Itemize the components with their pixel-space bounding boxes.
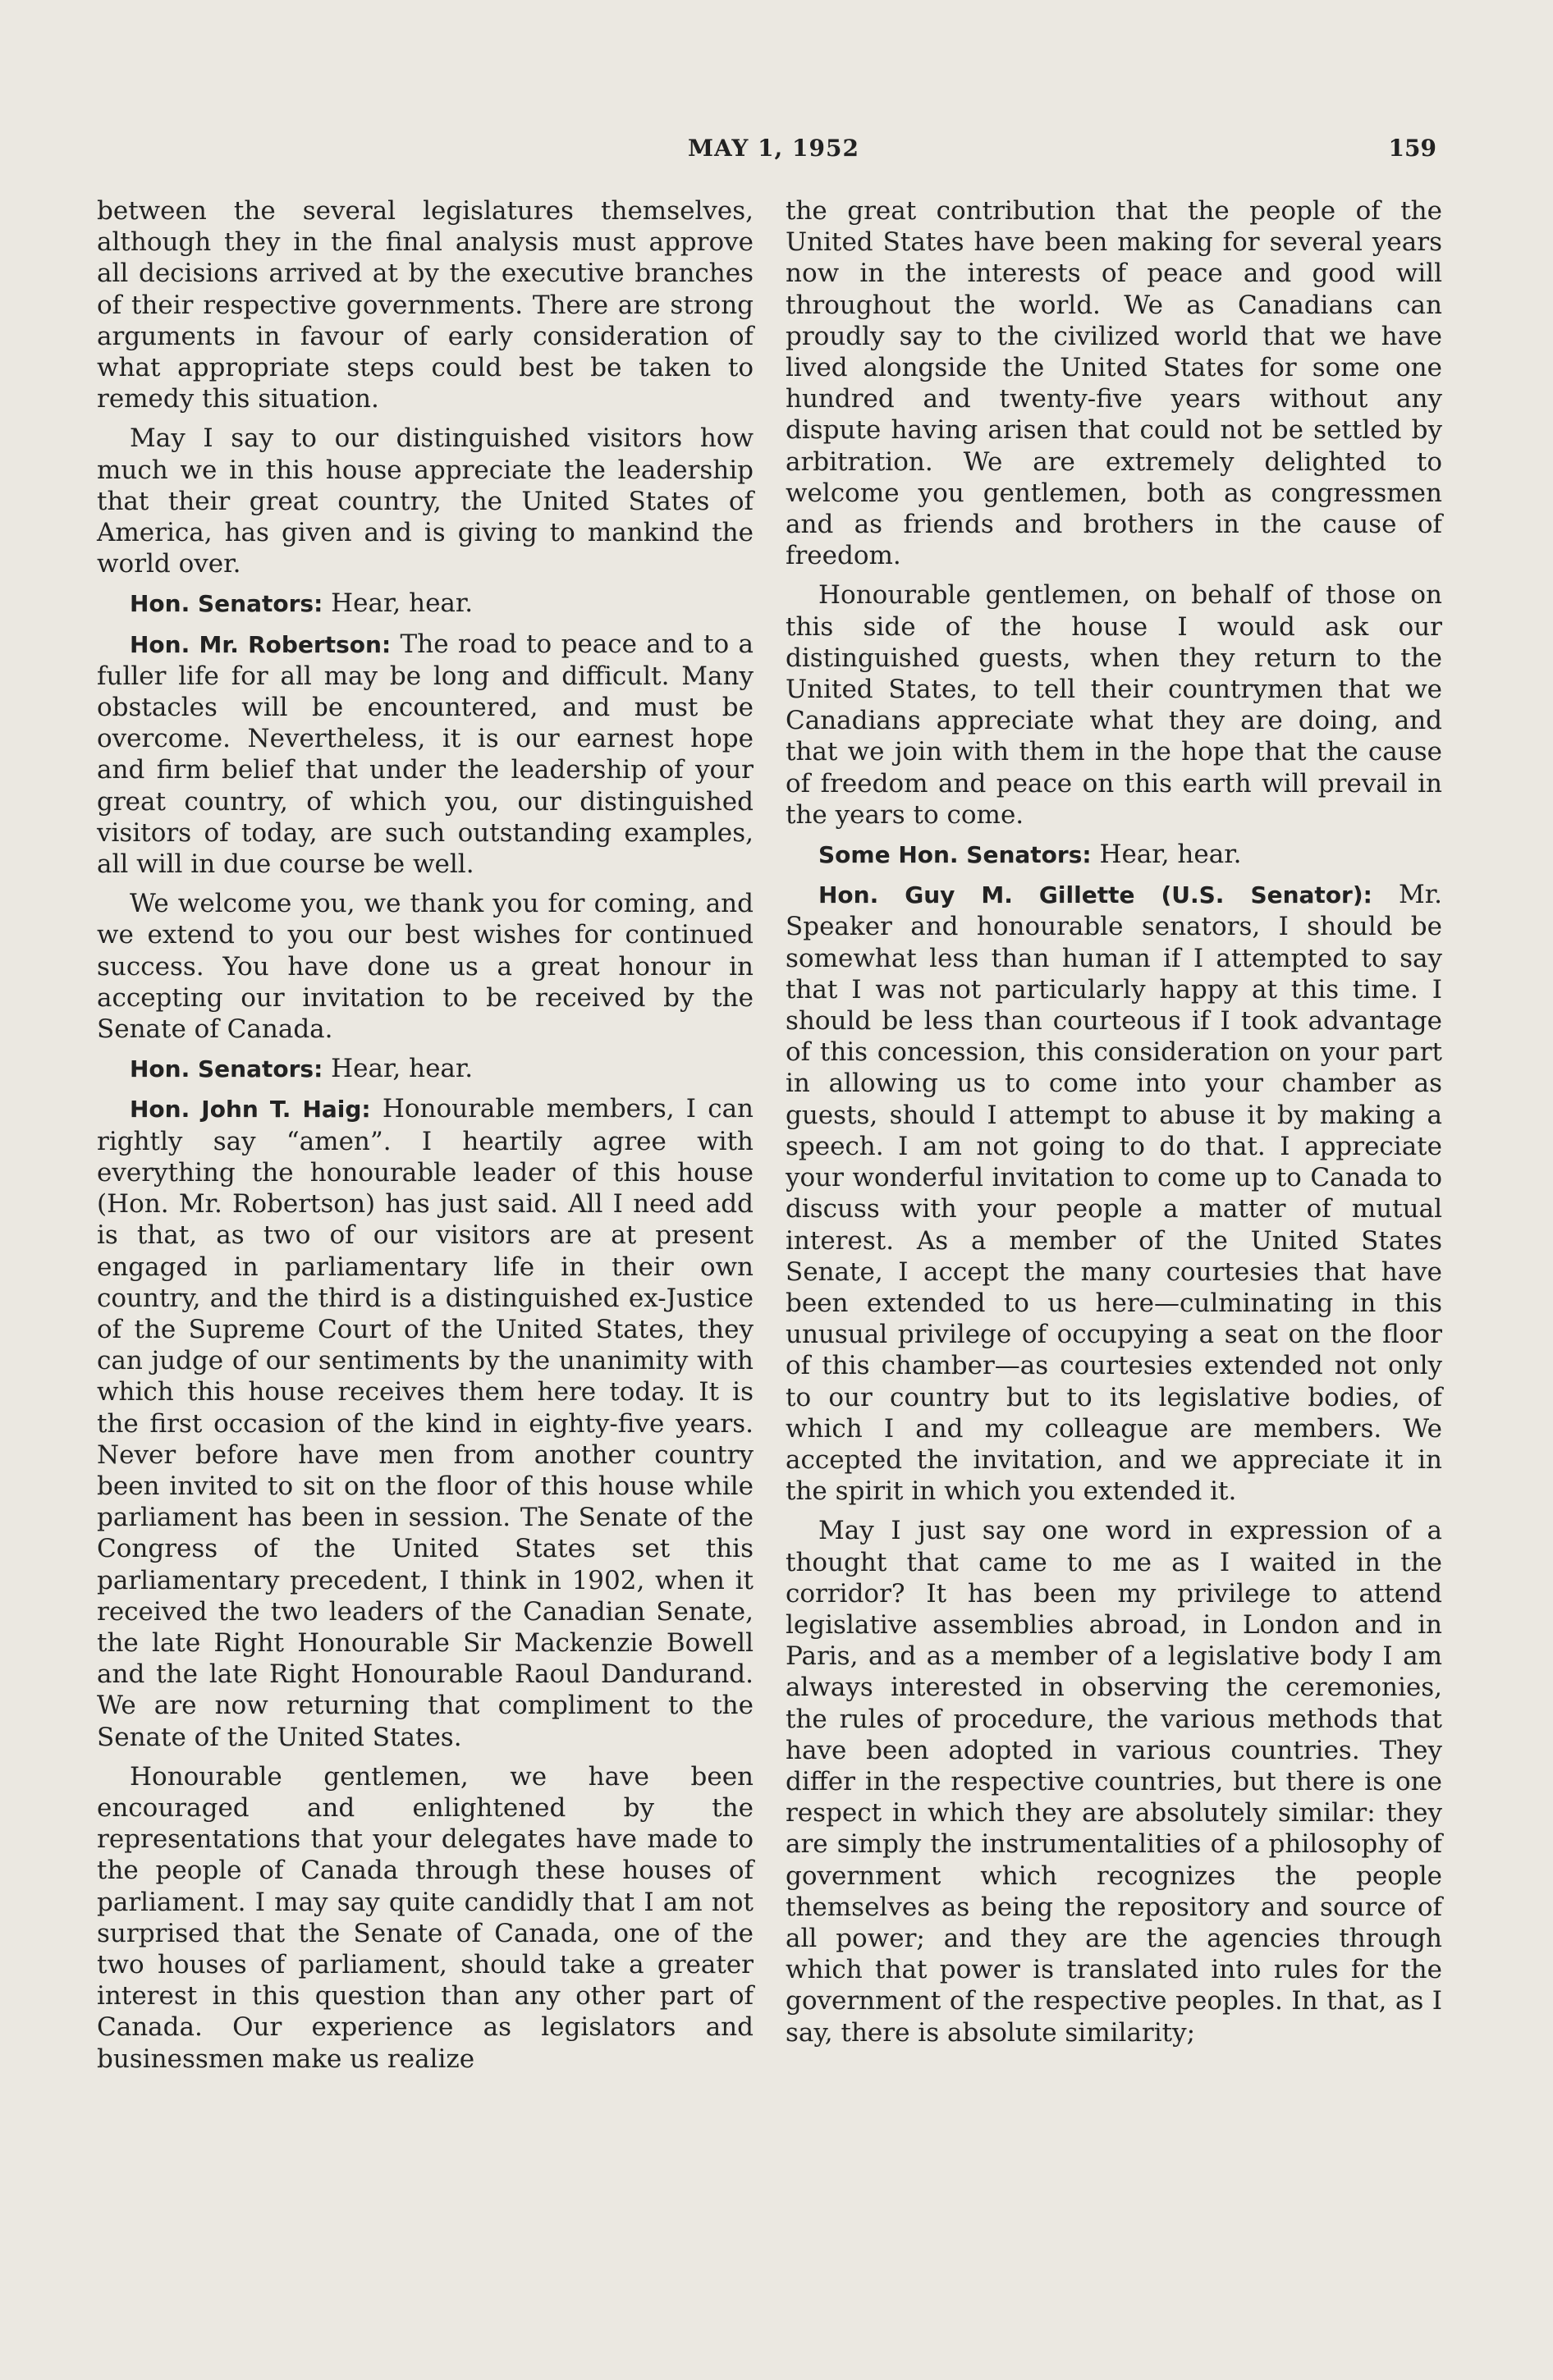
paragraph: Honourable gentlemen, on behalf of those on this side of the house I would ask our distinguished guests, when they return to the United States, to tell their countrymen that we Canadians appreciate what they are doing, and that we join with them in the hope that the cause of freedom and peace on this earth will prevail in the years to come. [786, 580, 1442, 830]
speech-text: Mr. Speaker and honourable senators, I should be somewhat less than human if I attempted to say that I was not particularly happy at this time. I should be less than courteous if I took advantage of this concession, this consideration on your part in allowing us to come into your chamber as guests, should I attempt to abuse it by making a speech. I am not going to do that. I appreciate your wonderful invitation to come up to Canada to discuss with your people a matter of mutual interest. As a member of the United States Senate, I accept the many courtesies that have been extended to us here—culminating in this unusual privilege of occupying a seat on the floor of this chamber—as courtesies extended not only to our country but to its legislative bodies, of which I and my colleague are members. We accepted the invitation, and we appreciate it in the spirit in which you extended it. [786, 880, 1442, 1507]
speech-paragraph [97, 629, 754, 881]
paragraph: May I just say one word in expression of a thought that came to me as I waited in the corridor? It has been my privilege to attend legislative assemblies abroad, in London and in Paris, and as a member of a legislative body I am always interested in observing the ceremonies, the rules of procedure, the various methods that have been adopted in various countries. They differ in the respective countries, but there is one respect in which they are absolutely similar: they are simply the instrumentalities of a philosophy of government which recognizes the people themselves as being the repository and source of all power; and they are the agencies through which that power is translated into rules for the government of the respective peoples. In that, as I say, there is absolute similarity; [786, 1516, 1442, 2048]
speaker-name: Some Hon. Senators: [818, 841, 1092, 869]
paragraph: We welcome you, we thank you for coming, and we extend to you our best wishes for continued success. You have done us a great honour in accepting our invitation to be received by the Senate of Canada. [97, 889, 754, 1045]
speech-paragraph [97, 1053, 754, 1085]
page-header [111, 131, 1436, 167]
right-column [786, 195, 1442, 2057]
speech-paragraph [97, 588, 754, 620]
paragraph: Honourable gentlemen, we have been encouraged and enlightened by the representations that your delegates have made to the people of Canada through these houses of parliament. I may say quite candidly that I am not surprised that the Senate of Canada, one of the two houses of parliament, should take a greater interest in this question than any other part of Canada. Our experience as legislators and businessmen make us realize [97, 1761, 754, 2074]
speech-paragraph [786, 839, 1442, 871]
speaker-name: Hon. Senators: [130, 1055, 323, 1083]
speech-text: Honourable members, I can rightly say “amen”. I heartily agree with everything the honourable leader of this house (Hon. Mr. Robertson) has just said. All I need add is that, as two of our visitors are at present engaged in parliamentary life in their own country, and the third is a distinguished ex-Justice of the Supreme Court of the United States, they can judge of our sentiments by the unanimity with which this house receives them here today. It is the first occasion of the kind in eighty-five years. Never before have men from another country been invited to sit on the floor of this house while parliament has been in session. The Senate of the Congress of the United States set this parliamentary precedent, I think in 1902, when it received the two leaders of the Canadian Senate, the late Right Honourable Sir Mackenzie Bowell and the late Right Honourable Raoul Dandurand. We are now returning that compliment to the Senate of the United States. [97, 1094, 754, 1752]
page-date: MAY 1, 1952 [688, 135, 859, 162]
speaker-name: Hon. Guy M. Gillette (U.S. Senator): [818, 881, 1372, 909]
speech-text: Hear, hear. [1091, 840, 1242, 870]
speech-text: Hear, hear. [323, 588, 474, 619]
speech-text: The road to peace and to a fuller life for all may be long and difficult. Many obstacles will be encountered, and must be overcome. Nevertheless, it is our earnest hope and firm belief that under the leadership of your great country, of which you, our distinguished visitors of today, are such outstanding examples, all will in due course be well. [97, 629, 754, 880]
paragraph: the great contribution that the people of the United States have been making for several years now in the interests of peace and good will throughout the world. We as Canadians can proudly say to the civilized world that we have lived alongside the United States for some one hundred and twenty-five years without any dispute having arisen that could not be settled by arbitration. We are extremely delighted to welcome you gentlemen, both as congressmen and as friends and brothers in the cause of freedom. [786, 196, 1442, 571]
left-column [97, 195, 754, 2083]
paragraph: between the several legislatures themselves, although they in the final analysis must approve all decisions arrived at by the executive branches of their respective governments. There are strong arguments in favour of early consideration of what appropriate steps could best be taken to remedy this situation. [97, 196, 754, 414]
speaker-name: Hon. Senators: [130, 590, 323, 618]
page-number: 159 [1388, 135, 1436, 162]
speaker-name: Hon. John T. Haig: [130, 1096, 371, 1124]
speech-text: Hear, hear. [323, 1054, 474, 1084]
speech-paragraph [786, 879, 1442, 1507]
paragraph: May I say to our distinguished visitors how much we in this house appreciate the leadership that their great country, the United States of America, has given and is giving to mankind the world over. [97, 423, 754, 579]
speaker-name: Hon. Mr. Robertson: [130, 630, 392, 658]
speech-paragraph [97, 1093, 754, 1752]
